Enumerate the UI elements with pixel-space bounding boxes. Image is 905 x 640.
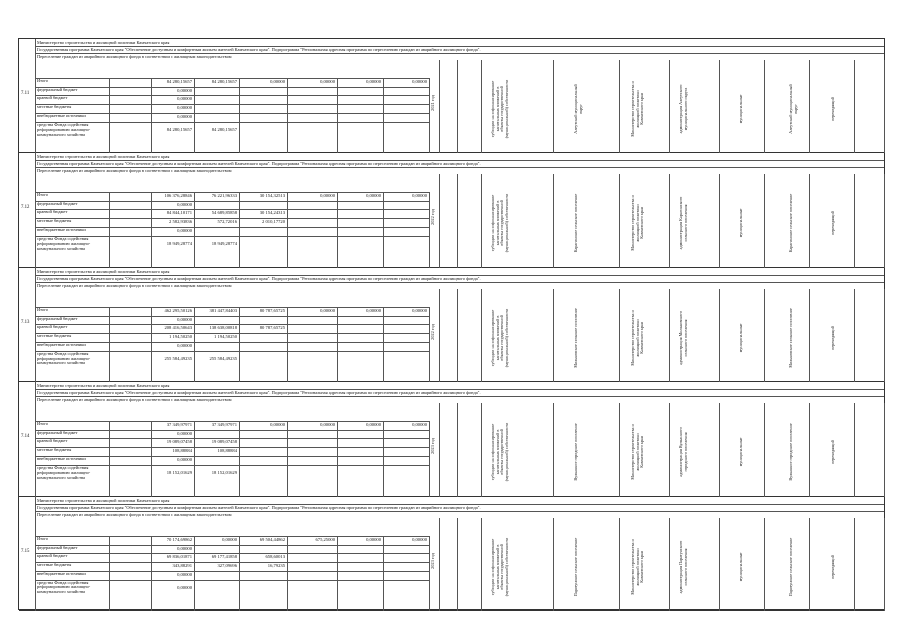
column-divider (809, 518, 810, 611)
column-divider (669, 403, 670, 496)
column-divider (884, 289, 885, 382)
grbs: Министерство строительства и жилищной политики Камчатского края (630, 310, 645, 366)
program-header: Государственная программа Камчатского края "Обеспечение доступным и комфортным жильем жителей Камчатского края". Подпрограмма "Региональная адресная программа по переселению граждан из аварийного жилищного фонда". (37, 390, 481, 396)
column-divider (151, 536, 152, 611)
row-label: федеральный бюджет (37, 315, 78, 321)
locality: Паратунское сельское поселение (573, 537, 578, 596)
ownership-form: муниципальные (738, 94, 743, 124)
amount-cell: 0,00000 (177, 545, 192, 551)
column-divider (194, 421, 195, 496)
amount-cell: 16,79235 (267, 562, 285, 568)
amount-cell: 208 416,50643 (164, 324, 192, 330)
column-divider (457, 60, 458, 153)
column-divider (35, 382, 36, 496)
amount-cell: 80 787,65725 (259, 324, 285, 330)
amount-cell: 30 154,24313 (259, 210, 285, 216)
column-divider (337, 536, 338, 611)
ministry-header: Министерство строительства и жилищной политики Камчатского края (37, 268, 170, 274)
row-label: средства Фонда содействия реформированию жилищно-коммунального хозяйства (37, 465, 91, 480)
program-header: Государственная программа Камчатского края "Обеспечение доступным и комфортным жильем жителей Камчатского края". Подпрограмма "Региональная адресная программа по переселению граждан из аварийного жилищного фонда". (37, 504, 481, 510)
row-divider (35, 227, 429, 228)
column-divider (719, 174, 720, 267)
row-divider (35, 316, 429, 317)
column-divider (429, 78, 430, 153)
row-label: средства Фонда содействия реформированию жилищно-коммунального хозяйства (37, 579, 91, 595)
row-label: Итого (37, 421, 49, 427)
row-index: 7.14 (21, 434, 30, 440)
amount-cell: 18 949,28774 (211, 241, 237, 247)
municipal-district: Паратунское сельское поселение (788, 537, 793, 596)
amount-cell: 0,00000 (366, 422, 381, 428)
row-label: федеральный бюджет (37, 544, 78, 550)
column-divider (809, 60, 810, 153)
column-divider (35, 153, 36, 267)
recipient: администрация Карагинского сельского поселения (678, 197, 688, 250)
column-divider (884, 174, 885, 267)
ministry-header: Министерство строительства и жилищной политики Камчатского края (37, 154, 170, 160)
amount-cell: 0,00000 (412, 422, 427, 428)
amount-cell: 108,88884 (217, 448, 237, 454)
column-divider (287, 421, 288, 496)
column-divider (457, 289, 458, 382)
column-divider (481, 518, 482, 611)
amount-cell: 84 844,10171 (166, 210, 192, 216)
row-label: Итого (37, 535, 49, 541)
program-header: Государственная программа Камчатского края "Обеспечение доступным и комфортным жильем жителей Камчатского края". Подпрограмма "Региональная адресная программа по переселению граждан из аварийного жилищного фонда". (37, 161, 481, 167)
table-block (19, 268, 884, 382)
locality: Алеутский муниципальный округ (573, 84, 583, 134)
row-divider (35, 456, 429, 457)
column-divider (884, 518, 885, 611)
column-divider (109, 192, 110, 267)
row-label: краевой бюджет (37, 209, 68, 215)
amount-cell: 69 836,01871 (166, 553, 192, 559)
year-label: 2023 год (430, 552, 435, 569)
column-divider (669, 174, 670, 267)
column-divider (619, 518, 620, 611)
amount-cell: 572,72016 (217, 219, 237, 225)
column-divider (239, 78, 240, 153)
row-label: краевой бюджет (37, 323, 68, 329)
column-divider (719, 518, 720, 611)
row-label: внебюджетные источники (37, 227, 86, 233)
ministry-header: Министерство строительства и жилищной политики Камчатского края (37, 383, 170, 389)
recipient: администрация Паратунского сельского поселения (678, 540, 688, 594)
column-divider (439, 174, 440, 267)
row-index: 7.15 (21, 548, 30, 554)
column-divider (239, 536, 240, 611)
row-divider (35, 351, 429, 352)
amount-cell: 30 154,32513 (259, 193, 285, 199)
table-block (19, 382, 884, 496)
column-divider (194, 536, 195, 611)
row-divider (35, 87, 429, 88)
column-divider (239, 421, 240, 496)
grbs: Министерство строительства и жилищной политики Камчатского края (630, 424, 645, 480)
row-label: местные бюджеты (37, 218, 72, 224)
column-divider (109, 421, 110, 496)
row-label: средства Фонда содействия реформированию жилищно-коммунального хозяйства (37, 122, 91, 137)
column-divider (481, 289, 482, 382)
column-divider (553, 174, 554, 267)
amount-cell: 255 584,49235 (164, 355, 192, 361)
column-divider (457, 174, 458, 267)
object-type: переходящий (830, 97, 835, 121)
column-divider (619, 289, 620, 382)
ministry-header: Министерство строительства и жилищной политики Камчатского края (37, 40, 170, 45)
row-label: федеральный бюджет (37, 87, 78, 92)
column-divider (337, 192, 338, 267)
column-divider (764, 289, 765, 382)
row-divider (35, 113, 429, 114)
amount-cell: 0,00000 (177, 316, 192, 322)
column-divider (764, 174, 765, 267)
object-type: переходящий (830, 211, 835, 236)
column-divider (239, 307, 240, 382)
subsidy-type: субсидии на софинансирование капитальных вложений в объекты государственной (муниципальной) собственности (490, 422, 509, 482)
column-divider (619, 60, 620, 153)
ownership-form: муниципальные (738, 437, 743, 467)
amount-cell: 0,00000 (366, 79, 381, 84)
column-divider (457, 518, 458, 611)
row-label: местные бюджеты (37, 104, 72, 109)
column-divider (429, 192, 430, 267)
amount-cell: 0,00000 (177, 584, 192, 590)
column-divider (809, 289, 810, 382)
column-divider (439, 518, 440, 611)
object-type: переходящий (830, 440, 835, 465)
object-type: переходящий (830, 554, 835, 579)
amount-cell: 0,00000 (270, 422, 285, 428)
amount-cell: 0,00000 (270, 79, 285, 84)
column-divider (854, 289, 855, 382)
locality: Карагинское сельское поселение (573, 194, 578, 253)
recipient: администрация Алеутского муниципального округа (678, 84, 688, 134)
column-divider (287, 78, 288, 153)
column-divider (383, 192, 384, 267)
column-divider (854, 174, 855, 267)
row-divider (35, 571, 429, 572)
column-divider (553, 60, 554, 153)
column-divider (287, 307, 288, 382)
amount-cell: 80 787,65725 (259, 307, 285, 313)
grbs: Министерство строительства и жилищной политики Камчатского края (630, 81, 645, 137)
column-divider (553, 289, 554, 382)
row-divider (35, 342, 429, 343)
amount-cell: 0,00000 (177, 457, 192, 463)
column-divider (764, 403, 765, 496)
amount-cell: 0,00000 (320, 193, 335, 199)
column-divider (809, 403, 810, 496)
amount-cell: 84 280,15657 (166, 127, 192, 132)
object-type: переходящий (830, 325, 835, 350)
row-label: Итого (37, 78, 49, 83)
amount-cell: 381 447,84403 (209, 307, 237, 313)
year-label: 2022 год (430, 323, 435, 340)
municipal-district: Мильковское сельское поселение (788, 308, 793, 368)
column-divider (151, 192, 152, 267)
column-divider (619, 403, 620, 496)
municipal-district: Вулканное городское поселение (788, 423, 793, 481)
amount-cell: 0,00000 (177, 105, 192, 110)
row-label: внебюджетные источники (37, 570, 86, 576)
amount-cell: 0,00000 (412, 79, 427, 84)
amount-cell: 0,00000 (366, 193, 381, 199)
column-divider (35, 268, 36, 382)
recipient: администрация Мильковского сельского поселения (678, 310, 688, 365)
amount-cell: 69 177,41858 (211, 553, 237, 559)
amount-cell: 70 174,69862 (166, 536, 192, 542)
amount-cell: 0,00000 (320, 422, 335, 428)
amount-cell: 658,60013 (265, 553, 285, 559)
column-divider (669, 289, 670, 382)
row-divider (35, 236, 429, 237)
row-label: краевой бюджет (37, 438, 68, 444)
ownership-form: муниципальные (738, 552, 743, 581)
column-divider (719, 60, 720, 153)
row-label: местные бюджеты (37, 447, 72, 453)
row-index: 7.12 (21, 205, 30, 211)
row-divider (35, 95, 429, 96)
amount-cell: 1 194,50250 (169, 333, 192, 339)
row-label: местные бюджеты (37, 561, 72, 567)
row-label: внебюджетные источники (37, 456, 86, 462)
amount-cell: 84 280,15657 (211, 79, 237, 84)
locality: Мильковское сельское поселение (573, 308, 578, 368)
amount-cell: 1 194,50250 (214, 333, 237, 339)
event-header: Переселение граждан из аварийного жилищного фонда в соответствии с жилищным законодательством (37, 282, 232, 288)
event-header: Переселение граждан из аварийного жилищного фонда в соответствии с жилищным законодательством (37, 168, 232, 174)
column-divider (439, 60, 440, 153)
column-divider (429, 421, 430, 496)
column-divider (194, 307, 195, 382)
table-block (19, 497, 884, 611)
amount-cell: 327,09696 (217, 562, 237, 568)
column-divider (719, 289, 720, 382)
column-divider (619, 174, 620, 267)
column-divider (884, 60, 885, 153)
column-divider (854, 403, 855, 496)
row-label: внебюджетные источники (37, 113, 86, 118)
amount-cell: 84 280,15657 (211, 127, 237, 132)
column-divider (109, 536, 110, 611)
ministry-header: Министерство строительства и жилищной политики Камчатского края (37, 497, 170, 503)
row-label: средства Фонда содействия реформированию жилищно-коммунального хозяйства (37, 350, 91, 366)
event-header: Переселение граждан из аварийного жилищного фонда в соответствии с жилищным законодательством (37, 54, 232, 59)
row-divider (35, 580, 429, 581)
column-divider (553, 403, 554, 496)
amount-cell: 69 504,44862 (259, 536, 285, 542)
row-label: Итого (37, 306, 49, 312)
amount-cell: 0,00000 (412, 193, 427, 199)
amount-cell: 343,88291 (172, 562, 192, 568)
row-divider (35, 201, 429, 202)
row-label: федеральный бюджет (37, 201, 78, 207)
amount-cell: 255 584,49235 (209, 355, 237, 361)
column-divider (383, 307, 384, 382)
subsidy-type: субсидии на софинансирование капитальных вложений в объекты государственной (муниципальной) собственности (490, 308, 509, 368)
column-divider (669, 518, 670, 611)
program-header: Государственная программа Камчатского края "Обеспечение доступным и комфортным жильем жителей Камчатского края". Подпрограмма "Региональная адресная программа по переселению граждан из аварийного жилищного фонда". (37, 47, 481, 52)
row-divider (35, 430, 429, 431)
column-divider (287, 536, 288, 611)
amount-cell: 0,00000 (177, 114, 192, 119)
column-divider (764, 518, 765, 611)
municipal-district: Алеутский муниципальный округ (788, 84, 798, 134)
column-divider (854, 60, 855, 153)
column-divider (481, 60, 482, 153)
column-divider (239, 192, 240, 267)
column-divider (457, 403, 458, 496)
table-block (19, 153, 884, 267)
column-divider (553, 518, 554, 611)
amount-cell: 0,00000 (177, 202, 192, 208)
subsidy-type: субсидии на софинансирование капитальных вложений в объекты государственной (муниципальной) собственности (490, 194, 509, 253)
column-divider (151, 421, 152, 496)
amount-cell: 0,00000 (412, 307, 427, 313)
year-label: 2022 год (430, 209, 435, 226)
column-divider (669, 60, 670, 153)
event-header: Переселение граждан из аварийного жилищного фонда в соответствии с жилищным законодательством (37, 397, 232, 403)
column-divider (439, 403, 440, 496)
column-divider (764, 60, 765, 153)
amount-cell: 18 949,28774 (166, 241, 192, 247)
column-divider (429, 307, 430, 382)
ownership-form: муниципальные (738, 209, 743, 238)
amount-cell: 0,00000 (412, 536, 427, 542)
row-label: краевой бюджет (37, 95, 68, 100)
row-label: местные бюджеты (37, 332, 72, 338)
amount-cell: 0,00000 (366, 307, 381, 313)
row-index: 7.13 (21, 319, 30, 325)
amount-cell: 0,00000 (320, 79, 335, 84)
column-divider (287, 192, 288, 267)
amount-cell: 76 221,96333 (211, 193, 237, 199)
event-header: Переселение граждан из аварийного жилищного фонда в соответствии с жилищным законодательством (37, 511, 232, 517)
row-label: краевой бюджет (37, 552, 68, 558)
row-label: средства Фонда содействия реформированию жилищно-коммунального хозяйства (37, 236, 91, 251)
column-divider (429, 536, 430, 611)
column-divider (383, 421, 384, 496)
municipal-district: Карагинское сельское поселение (788, 194, 793, 253)
column-divider (884, 403, 885, 496)
amount-cell: 108,88884 (172, 448, 192, 454)
amount-cell: 0,00000 (177, 228, 192, 234)
document-page (18, 38, 885, 610)
amount-cell: 19 089,07458 (166, 439, 192, 445)
amount-cell: 37 349,97971 (211, 422, 237, 428)
amount-cell: 2 582,93836 (169, 219, 192, 225)
year-label: 2023 год (430, 438, 435, 455)
amount-cell: 462 295,50126 (164, 307, 192, 313)
grbs: Министерство строительства и жилищной политики Камчатского края (630, 538, 645, 595)
amount-cell: 2 010,17720 (262, 219, 285, 225)
column-divider (35, 497, 36, 611)
amount-cell: 138 638,00818 (209, 324, 237, 330)
amount-cell: 0,00000 (177, 431, 192, 437)
column-divider (337, 421, 338, 496)
locality: Вулканное городское поселение (573, 423, 578, 481)
ownership-form: муниципальные (738, 323, 743, 353)
column-divider (481, 174, 482, 267)
column-divider (439, 289, 440, 382)
row-divider (35, 545, 429, 546)
amount-cell: 0,00000 (177, 96, 192, 101)
amount-cell: 0,00000 (320, 307, 335, 313)
amount-cell: 675,25000 (315, 536, 335, 542)
amount-cell: 0,00000 (222, 536, 237, 542)
row-index: 7.11 (21, 91, 30, 96)
column-divider (854, 518, 855, 611)
amount-cell: 0,00000 (177, 88, 192, 93)
column-divider (481, 403, 482, 496)
amount-cell: 0,00000 (177, 571, 192, 577)
subsidy-type: субсидии на софинансирование капитальных вложений в объекты государственной (муниципальной) собственности (490, 537, 509, 596)
column-divider (109, 307, 110, 382)
row-divider (35, 465, 429, 466)
amount-cell: 0,00000 (177, 342, 192, 348)
row-label: федеральный бюджет (37, 430, 78, 436)
row-divider (35, 122, 429, 123)
column-divider (383, 78, 384, 153)
recipient: администрация Вулканного городского поселения (678, 427, 688, 477)
column-divider (194, 78, 195, 153)
amount-cell: 18 152,01629 (211, 470, 237, 476)
column-divider (151, 78, 152, 153)
subsidy-type: субсидии на софинансирование капитальных вложений в объекты государственной (муниципальной) собственности (490, 79, 509, 139)
column-divider (109, 78, 110, 153)
amount-cell: 84 280,15657 (166, 79, 192, 84)
row-divider (35, 104, 429, 105)
row-label: Итого (37, 192, 49, 198)
row-label: внебюджетные источники (37, 341, 86, 347)
column-divider (35, 39, 36, 153)
column-divider (809, 174, 810, 267)
amount-cell: 106 376,28846 (164, 193, 192, 199)
year-label: 2021 год (430, 95, 435, 111)
grbs: Министерство строительства и жилищной политики Камчатского края (630, 195, 645, 252)
amount-cell: 0,00000 (366, 536, 381, 542)
column-divider (337, 78, 338, 153)
program-header: Государственная программа Камчатского края "Обеспечение доступным и комфортным жильем жителей Камчатского края". Подпрограмма "Региональная адресная программа по переселению граждан из аварийного жилищного фонда". (37, 275, 481, 281)
amount-cell: 19 089,07458 (211, 439, 237, 445)
column-divider (337, 307, 338, 382)
column-divider (719, 403, 720, 496)
table-block (19, 39, 884, 153)
column-divider (194, 192, 195, 267)
amount-cell: 54 689,85858 (211, 210, 237, 216)
column-divider (151, 307, 152, 382)
column-divider (383, 536, 384, 611)
amount-cell: 18 152,01629 (166, 470, 192, 476)
amount-cell: 37 349,97971 (166, 422, 192, 428)
